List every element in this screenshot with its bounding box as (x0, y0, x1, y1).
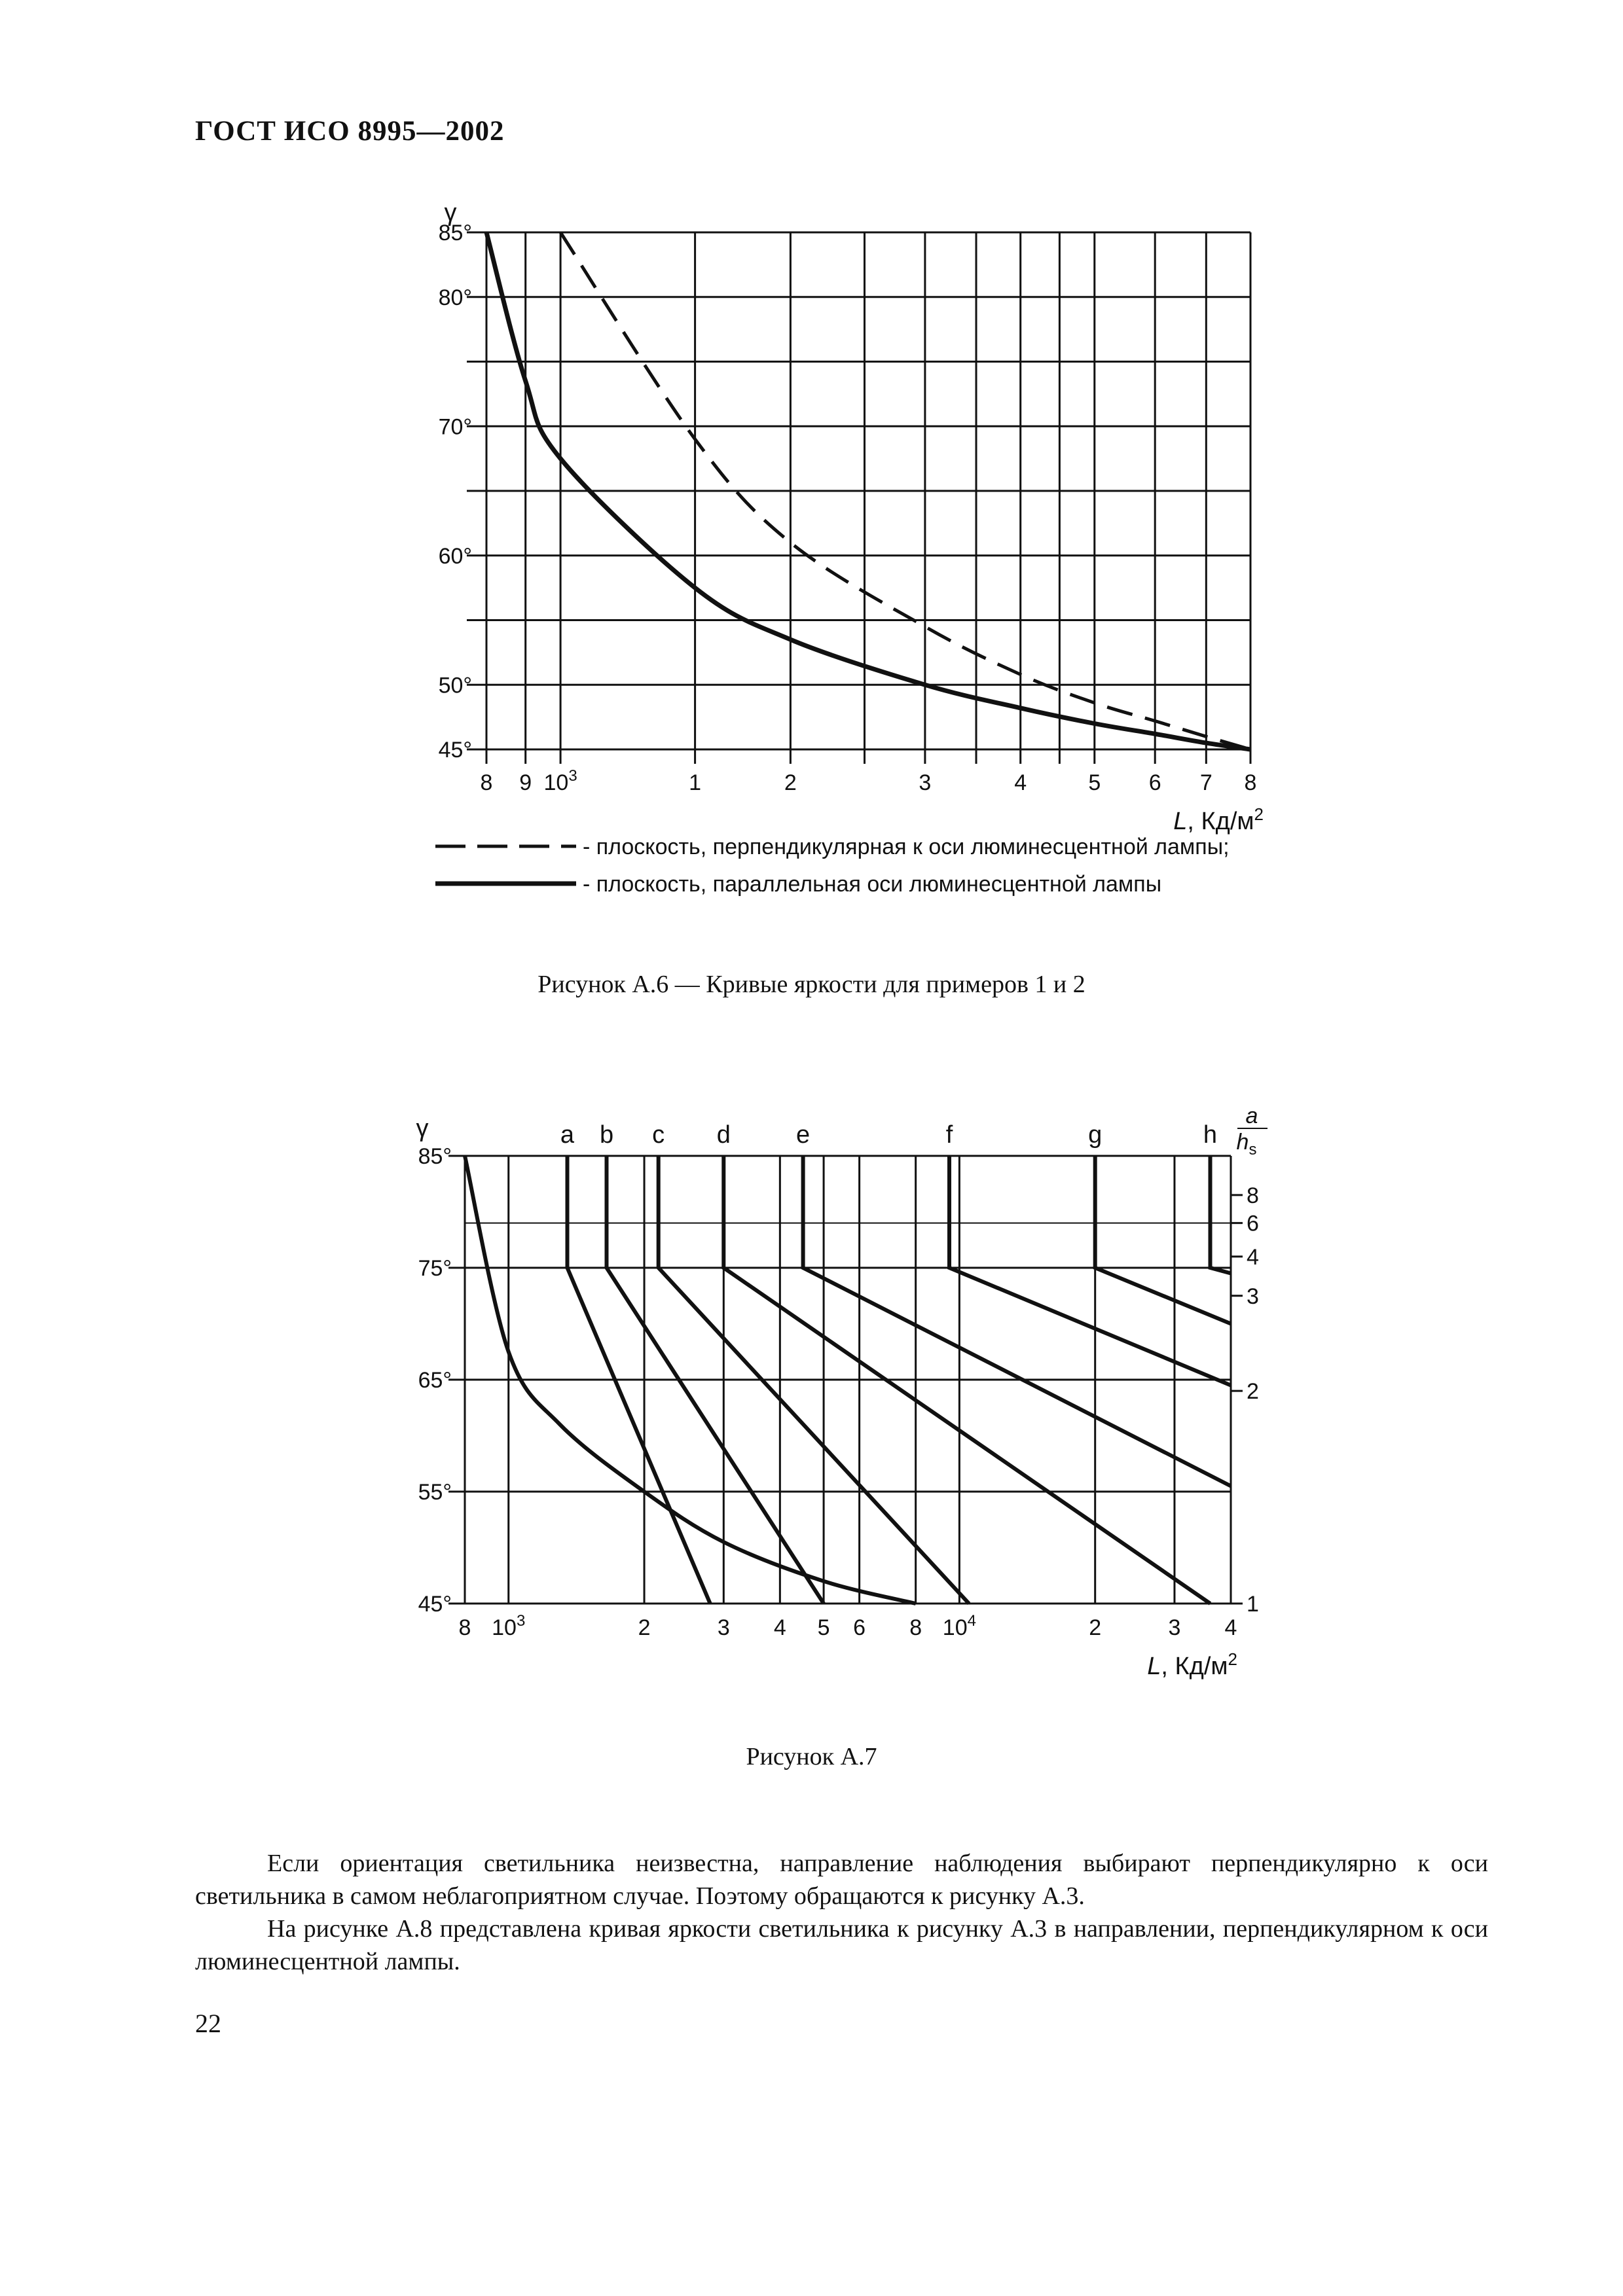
x-tick-label: 2 (638, 1615, 651, 1640)
line-label-b: b (599, 1121, 614, 1149)
y-tick-label: 55° (418, 1480, 452, 1505)
x-tick-label: 3 (1168, 1615, 1181, 1640)
right-tick-label: 3 (1247, 1283, 1259, 1309)
x-tick-label: $10^4$ (942, 1612, 976, 1640)
paragraph-2: На рисунке А.8 представлена кривая яркости светильника к рисунку А.3 в направлении, перпендикулярном к оси люминесцентной лампы. (195, 1915, 1488, 1975)
series-line-f (949, 1156, 1231, 1386)
figure-a7-caption: Рисунок А.7 (746, 1743, 877, 1770)
y-tick-label: 45° (438, 738, 472, 762)
y-tick-label: 45° (418, 1592, 452, 1617)
right-tick-label: 1 (1247, 1592, 1259, 1617)
y-tick-label: 70° (438, 414, 472, 440)
y-tick-label: 80° (438, 285, 472, 310)
series-line-e (803, 1156, 1231, 1486)
x-tick-label: 8 (909, 1615, 922, 1640)
x-tick-label: 6 (1148, 770, 1161, 795)
page-number: 22 (195, 2009, 221, 2038)
paragraph-1: Если ориентация светильника неизвестна, направление наблюдения выбирают перпендикулярно к оси светильника в самом неблагоприятном случае. Поэтому обращаются к рисунку А.3. (195, 1850, 1488, 1910)
y-tick-label: 85° (438, 221, 472, 245)
right-tick-label: 8 (1247, 1183, 1259, 1208)
y-axis-label: γ (444, 199, 457, 226)
x-tick-label: 8 (1244, 770, 1257, 795)
x-tick-label: 4 (1224, 1615, 1237, 1640)
document-header: ГОСТ ИСО 8995—2002 (195, 116, 505, 147)
line-label-a: a (560, 1121, 575, 1149)
y-tick-label: 50° (438, 673, 472, 698)
line-label-e: e (796, 1121, 811, 1149)
x-tick-label: 5 (1088, 770, 1101, 795)
x-axis-label: L, $Кд/м^2$ (1173, 804, 1264, 835)
y-tick-label: 85° (418, 1144, 452, 1169)
x-tick-label: 5 (817, 1615, 830, 1640)
figure-a7-chart (380, 1093, 1322, 1721)
x-tick-label: 3 (717, 1615, 730, 1640)
x-tick-label: $10^3$ (492, 1612, 526, 1640)
x-axis-label: L, $Кд/м^2$ (1147, 1649, 1237, 1680)
right-axis-label-a: a (1245, 1103, 1258, 1128)
x-tick-label: 8 (458, 1615, 471, 1640)
x-tick-label: 4 (773, 1615, 786, 1640)
line-label-f: f (945, 1121, 953, 1149)
figure-a6-chart (380, 190, 1322, 923)
right-tick-label: 2 (1247, 1379, 1259, 1405)
line-label-c: c (652, 1121, 665, 1149)
body-text (195, 1847, 1488, 1978)
series-line-h (1211, 1156, 1231, 1274)
figure-a6-caption: Рисунок А.6 — Кривые яркости для примеров 1 и 2 (538, 971, 1085, 998)
y-axis-label: γ (416, 1115, 429, 1142)
line-label-g: g (1088, 1121, 1103, 1149)
right-tick-label: 6 (1247, 1211, 1259, 1236)
line-label-h: h (1203, 1121, 1218, 1149)
y-tick-label: 65° (418, 1368, 452, 1393)
line-label-d: d (716, 1121, 731, 1149)
x-tick-label: 4 (1014, 770, 1027, 795)
x-tick-label: 1 (689, 770, 702, 795)
x-tick-label: $10^3$ (543, 767, 577, 795)
x-tick-label: 2 (1089, 1615, 1102, 1640)
y-tick-label: 60° (438, 543, 472, 569)
x-tick-label: 3 (919, 770, 932, 795)
right-axis-label-hs: $h_s$ (1236, 1130, 1257, 1158)
legend-solid-label: - плоскость, параллельная оси люминесцентной лампы (583, 872, 1162, 897)
x-tick-label: 2 (784, 770, 797, 795)
x-tick-label: 9 (519, 770, 532, 795)
legend-dashed-label: - плоскость, перпендикулярная к оси люминесцентной лампы; (583, 834, 1230, 859)
x-tick-label: 8 (480, 770, 493, 795)
y-tick-label: 75° (418, 1256, 452, 1281)
x-tick-label: 7 (1199, 770, 1213, 795)
right-tick-label: 4 (1247, 1244, 1259, 1270)
x-tick-label: 6 (853, 1615, 866, 1640)
